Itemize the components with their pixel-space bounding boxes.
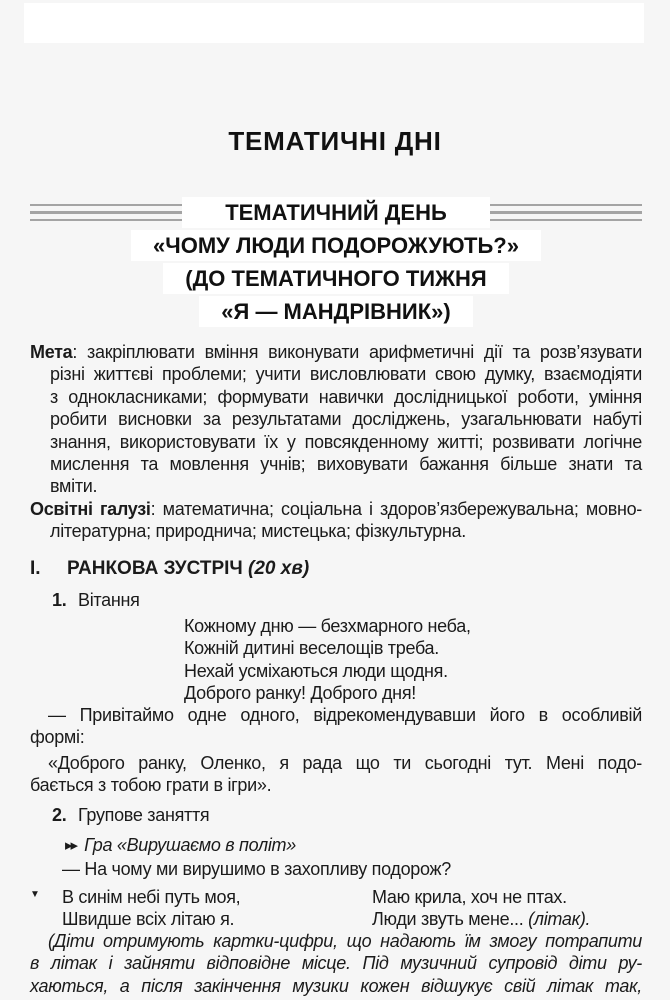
meta-line: з однокласниками; формувати навички дослідницької роботи, уміння	[50, 386, 642, 407]
item-label: Вітання	[78, 590, 140, 610]
greeting-instruction-paragraph	[30, 704, 642, 749]
riddle-line	[372, 908, 590, 930]
meta-line: мислення та мовлення учнів; виховувати бажання більше знати та	[50, 454, 642, 475]
paragraph-line: (Діти отримують картки-цифри, що надають їм змогу потрапити	[48, 931, 642, 951]
section-title: РАНКОВА ЗУСТРІЧ	[67, 558, 249, 579]
heading-row-4	[30, 295, 642, 328]
item-number: 1.	[52, 590, 67, 610]
paragraph-line: хаються, а після закінчення музики кожен відшукує свій літак так,	[30, 975, 642, 996]
meta-paragraph	[30, 341, 642, 498]
heading-row-3	[30, 262, 642, 295]
meta-line: робити висновки за результатами досліджень, узагальнювати набуті	[50, 409, 642, 430]
decor-triple-line-right	[490, 204, 642, 221]
stage-directions-paragraph	[30, 930, 642, 997]
meta-line: знання, використовувати їх у повсякденному житті; розвивати логічне	[50, 431, 642, 452]
paragraph-line: — Привітаймо одне одного, відрекомендувавши його в особливій	[48, 705, 642, 725]
riddle-line: Маю крила, хоч не птах.	[372, 887, 567, 907]
item-number: 2.	[52, 805, 67, 825]
fast-forward-icon: ▸▸	[65, 837, 77, 854]
meta-lead-label: Мета	[30, 342, 73, 362]
branches-paragraph	[30, 498, 642, 543]
poem-line: Доброго ранку! Доброго дня!	[184, 683, 416, 704]
decor-triple-line-left	[30, 204, 182, 221]
meta-line: різні життєві проблеми; учити висловлювати свою думку, взаємодіяти	[50, 364, 642, 385]
numbered-item-greeting	[52, 589, 140, 612]
meta-text: : закріплювати вміння виконувати арифметичні дії та розв’язувати	[72, 342, 642, 362]
riddle-column-left	[62, 886, 240, 931]
game-title-line	[65, 834, 296, 858]
heading-line-1: ТЕМАТИЧНИЙ ДЕНЬ	[182, 197, 490, 228]
riddle-line-text: Люди звуть мене...	[372, 909, 529, 930]
heading-line-2: «ЧОМУ ЛЮДИ ПОДОРОЖУЮТЬ?»	[131, 230, 541, 261]
item-label: Групове заняття	[78, 805, 210, 825]
game-title: Гра «Вирушаємо в політ»	[84, 835, 296, 855]
teacher-question: — На чому ми вирушимо в захопливу подорож?	[62, 859, 451, 879]
section-duration: (20 хв)	[248, 558, 310, 579]
riddle-line: В синім небі путь моя,	[62, 887, 241, 907]
heading-line-4: «Я — МАНДРІВНИК»)	[199, 296, 472, 327]
heading-line-3: (ДО ТЕМАТИЧНОГО ТИЖНЯ	[163, 263, 508, 294]
paragraph-line: бається з тобою грати в ігри».	[30, 775, 272, 796]
poem-line: Нехай усміхаються люди щодня.	[184, 660, 448, 681]
triangle-marker-icon: ▼	[30, 889, 40, 900]
paragraph-line: в літак і зайняти відповідне місце. Під музичний супровід діти ру-	[30, 953, 642, 974]
branches-line	[30, 498, 642, 520]
branches-text: : математична; соціальна і здоров’язбережувальна; мовно-	[150, 499, 642, 519]
paragraph-line: «Доброго ранку, Оленко, я рада що ти сьогодні тут. Мені подо-	[48, 753, 642, 773]
riddle-answer: (літак).	[528, 909, 591, 930]
greeting-poem	[184, 615, 471, 705]
running-header-box	[24, 3, 644, 43]
meta-line: вміти.	[50, 476, 98, 497]
poem-line: Кожній дитині веселощів треба.	[184, 638, 439, 659]
heading-row-2	[30, 229, 642, 262]
section-number: I.	[30, 558, 41, 579]
poem-line: Кожному дню — безхмарного неба,	[184, 616, 471, 636]
page-title: ТЕМАТИЧНІ ДНІ	[228, 126, 442, 156]
thematic-day-heading	[30, 196, 642, 328]
branches-lead-label: Освітні галузі	[30, 499, 151, 519]
greeting-example-paragraph	[30, 752, 642, 797]
heading-row-1	[30, 196, 642, 229]
meta-line	[30, 341, 642, 363]
numbered-item-group-activity	[52, 804, 209, 827]
riddle-column-right	[372, 886, 590, 931]
section-morning-meeting	[30, 557, 309, 581]
riddle-line: Швидше всіх літаю я.	[62, 909, 235, 930]
paragraph-line: формі:	[30, 727, 85, 748]
branches-line: літературна; природнича; мистецька; фізкультурна.	[50, 521, 466, 542]
